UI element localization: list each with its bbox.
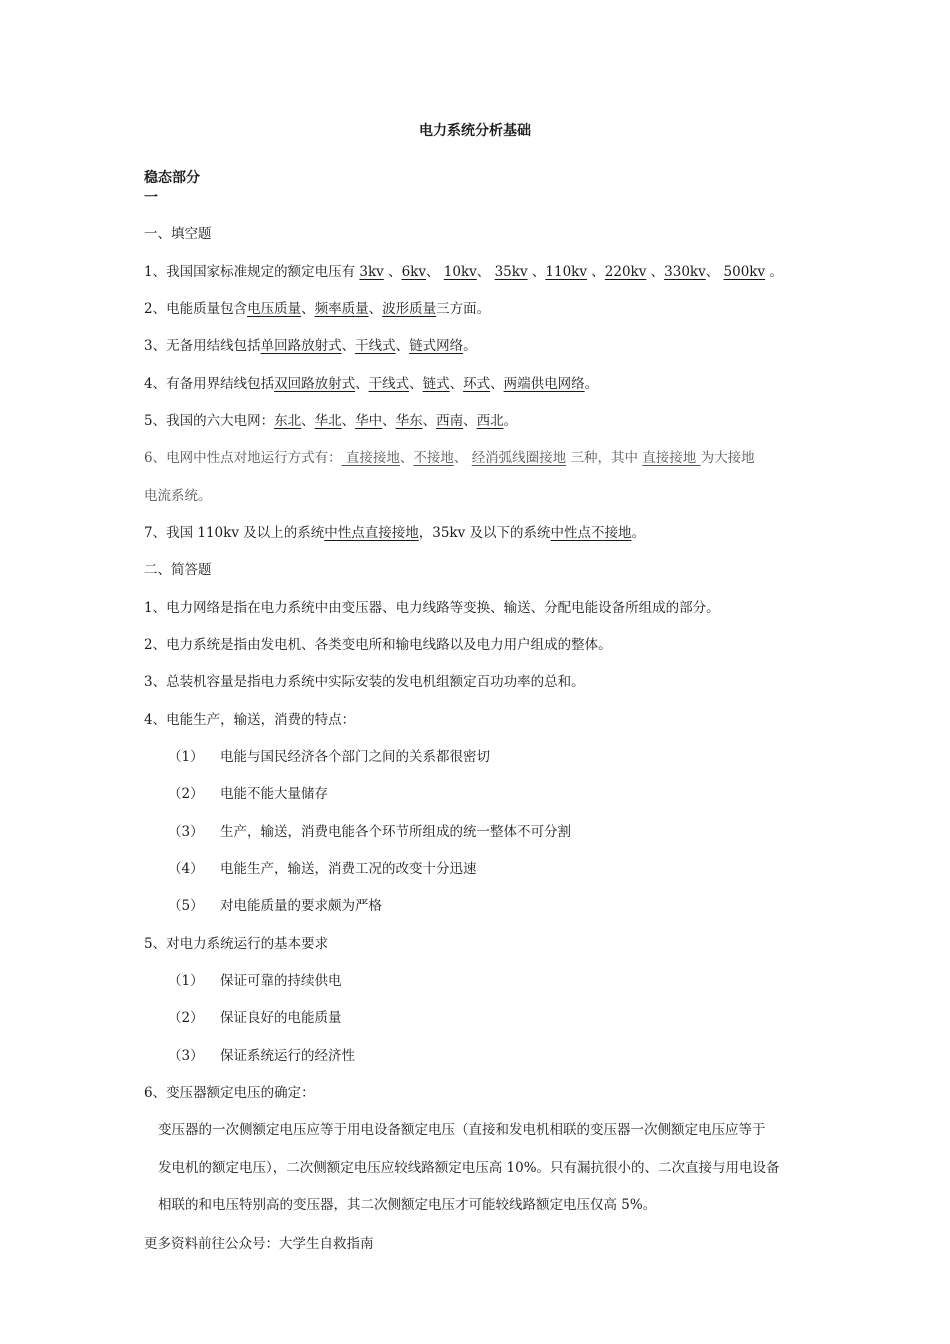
fill-question-1: 1、我国国家标准规定的额定电压有 3kv 、6kv、 10kv、 35kv 、110kv 、220kv 、330kv、 500kv 。 [144, 264, 783, 280]
short-answer-2: 2、电力系统是指由发电机、各类变电所和输电线路以及电力用户组成的整体。 [144, 637, 612, 653]
fill-in-heading: 一、填空题 [144, 226, 212, 242]
short-answer-3: 3、总装机容量是指电力系统中实际安装的发电机组额定百功功率的总和。 [144, 674, 585, 690]
short-answer-4-heading: 4、电能生产，输送，消费的特点： [144, 712, 356, 728]
fill-question-3: 3、无备用结线包括单回路放射式、干线式、链式网络。 [144, 338, 477, 354]
list-item: （1） 电能与国民经济各个部门之间的关系都很密切 [168, 749, 490, 765]
list-item: （2） 保证良好的电能质量 [168, 1010, 342, 1026]
paragraph-line: 变压器的一次侧额定电压应等于用电设备额定电压（直接和发电机相联的变压器一次侧额定电压应等于 [158, 1122, 766, 1138]
short-answer-5-heading: 5、对电力系统运行的基本要求 [144, 936, 329, 952]
short-answer-heading: 二、简答题 [144, 562, 212, 578]
fill-question-6: 6、电网中性点对地运行方式有： 直接接地、不接地、 经消弧线圈接地 三种，其中 直接接地 为大接地 [144, 450, 755, 466]
short-answer-6-heading: 6、变压器额定电压的确定： [144, 1085, 315, 1101]
document-title: 电力系统分析基础 [419, 123, 531, 139]
fill-question-6-continued: 电流系统。 [144, 488, 212, 504]
paragraph-line: 发电机的额定电压），二次侧额定电压应较线路额定电压高 10%。只有漏抗很小的、二次直接与用电设备 [158, 1160, 780, 1176]
section-dash: 一 [144, 190, 158, 206]
list-item: （2） 电能不能大量储存 [168, 786, 328, 802]
list-item: （4） 电能生产，输送，消费工况的改变十分迅速 [168, 861, 477, 877]
fill-question-7: 7、我国 110kv 及以上的系统中性点直接接地，35kv 及以下的系统中性点不接地。 [144, 525, 646, 541]
list-item: （1） 保证可靠的持续供电 [168, 973, 342, 989]
section-heading: 稳态部分 [144, 170, 200, 186]
fill-question-4: 4、有备用界结线包括双回路放射式、干线式、链式、环式、两端供电网络。 [144, 376, 599, 392]
list-item: （5） 对电能质量的要求颇为严格 [168, 898, 382, 914]
short-answer-1: 1、电力网络是指在电力系统中由变压器、电力线路等变换、输送、分配电能设备所组成的部分。 [144, 600, 720, 616]
list-item: （3） 生产，输送，消费电能各个环节所组成的统一整体不可分割 [168, 824, 571, 840]
list-item: （3） 保证系统运行的经济性 [168, 1048, 355, 1064]
paragraph-line: 相联的和电压特别高的变压器，其二次侧额定电压才可能较线路额定电压仅高 5%。 [158, 1197, 657, 1213]
footer-note: 更多资料前往公众号：大学生自救指南 [144, 1236, 374, 1252]
fill-question-5: 5、我国的六大电网：东北、华北、华中、华东、西南、西北。 [144, 413, 518, 429]
fill-question-2: 2、电能质量包含电压质量、频率质量、波形质量三方面。 [144, 301, 491, 317]
